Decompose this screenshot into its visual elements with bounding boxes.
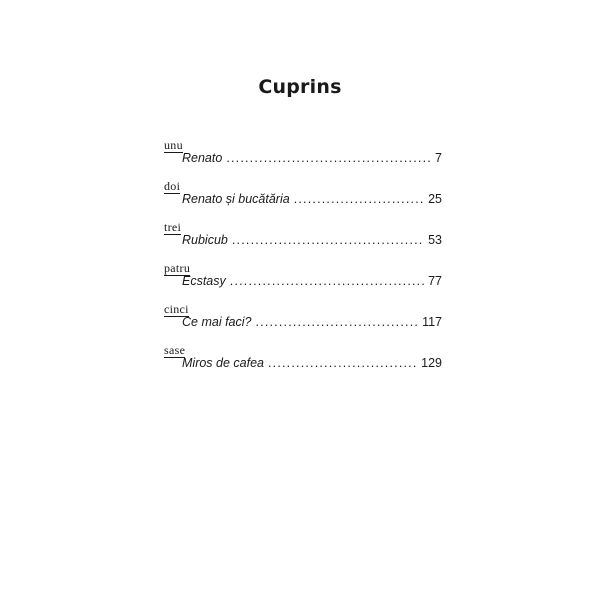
chapter-title: Ce mai faci? [182, 315, 252, 329]
toc-entry [182, 232, 442, 248]
toc-entry [182, 273, 442, 289]
chapter-number: unu [164, 138, 183, 152]
chapter-number: doi [164, 179, 181, 193]
toc-entry [182, 355, 442, 371]
dot-leader [226, 150, 431, 166]
page-number: 117 [422, 315, 442, 329]
chapter-number: trei [164, 220, 182, 234]
dot-leader [232, 232, 424, 248]
table-of-contents [164, 136, 442, 382]
page-number: 129 [421, 356, 442, 370]
chapter-number: patru [164, 261, 191, 275]
chapter-title: Miros de cafea [182, 356, 264, 370]
chapter-title: Renato și bucătăria [182, 192, 290, 206]
toc-chapter [164, 136, 442, 177]
page-number: 77 [428, 274, 442, 288]
chapter-title: Renato [182, 151, 223, 165]
toc-chapter [164, 218, 442, 259]
chapter-title: Ecstasy [182, 274, 226, 288]
dot-leader [255, 314, 418, 330]
chapter-title: Rubicub [182, 233, 228, 247]
toc-entry [182, 150, 442, 166]
dot-leader [268, 355, 417, 371]
toc-entry [182, 314, 442, 330]
page-number: 25 [428, 192, 442, 206]
toc-chapter [164, 341, 442, 382]
toc-chapter [164, 300, 442, 341]
chapter-number: cinci [164, 302, 189, 316]
toc-entry [182, 191, 442, 207]
toc-chapter [164, 177, 442, 218]
page-number: 53 [428, 233, 442, 247]
dot-leader [294, 191, 424, 207]
dot-leader [230, 273, 424, 289]
page-title: Cuprins [258, 76, 342, 98]
toc-chapter [164, 259, 442, 300]
page-number: 7 [435, 151, 442, 165]
chapter-number: sase [164, 343, 186, 357]
